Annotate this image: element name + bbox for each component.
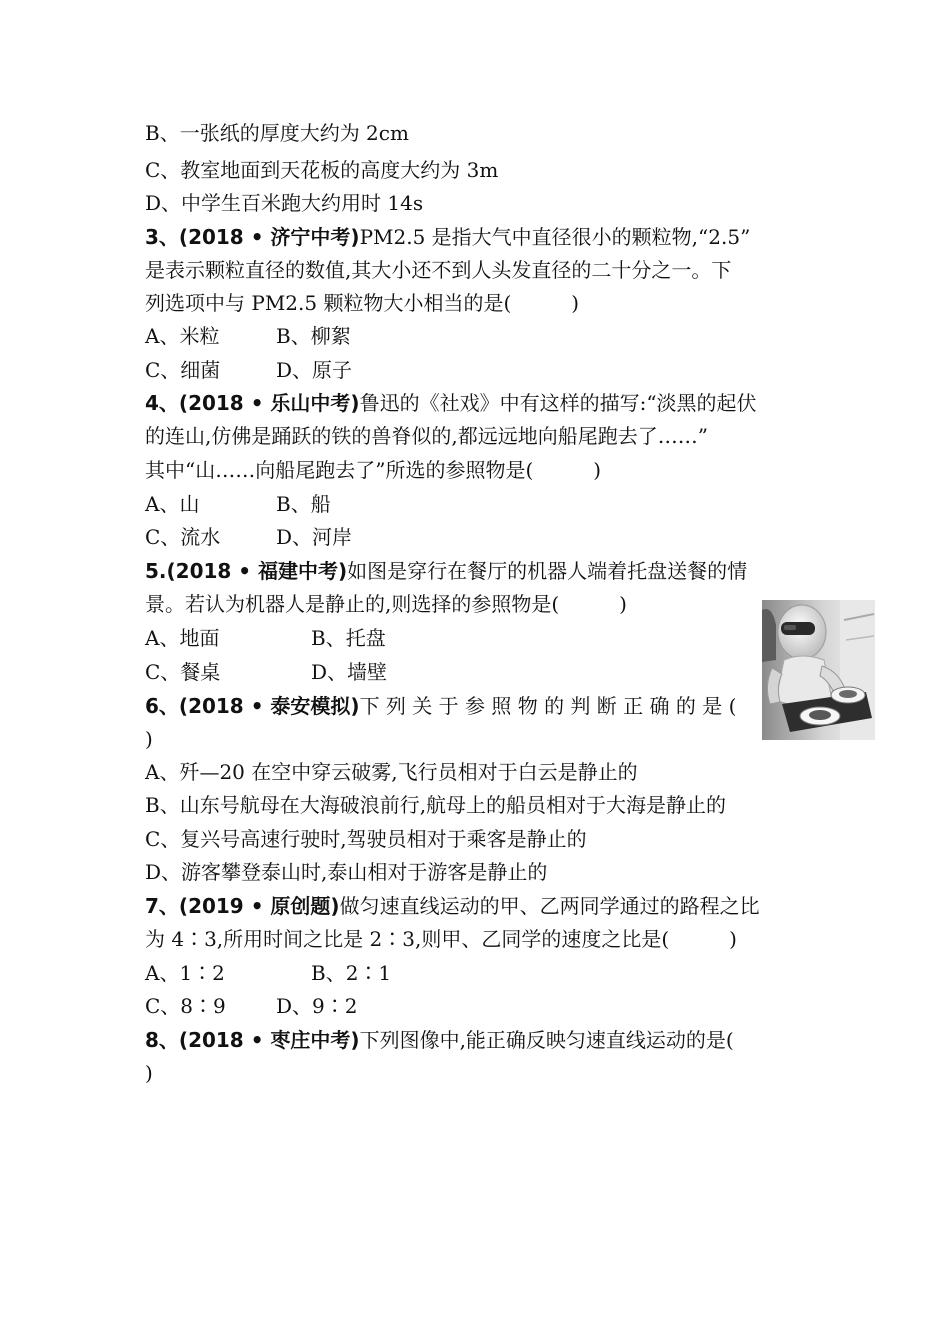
robot-waiter-illustration	[762, 600, 875, 740]
q4-stem-line2: 的连山,仿佛是踊跃的铁的兽脊似的,都远远地向船尾跑去了……”	[145, 424, 708, 448]
q8-stem-line1	[145, 1024, 734, 1057]
q4-stem-line3: 其中“山……向船尾跑去了”所选的参照物是( )	[145, 458, 602, 482]
q5-stem-line1	[145, 555, 747, 588]
q2-option-c: C、教室地面到天花板的高度大约为 3m	[145, 158, 499, 182]
q6-stem-line2: )	[145, 727, 153, 751]
q3-text: PM2.5 是指大气中直径很小的颗粒物,“2.5”	[359, 225, 751, 249]
q4-text: 鲁迅的《社戏》中有这样的描写:“淡黑的起伏	[359, 391, 757, 415]
q4-option-c: C、流水	[145, 525, 221, 549]
q6-text: 下 列 关 于 参 照 物 的 判 断 正 确 的 是 (	[359, 694, 737, 718]
q4-stem-line1	[145, 387, 757, 420]
q8-text: 下列图像中,能正确反映匀速直线运动的是(	[359, 1028, 734, 1052]
q5-option-d: D、墙壁	[311, 660, 388, 684]
q7-stem-line1	[145, 890, 760, 923]
q7-option-d: D、9∶2	[276, 994, 358, 1018]
q4-option-d: D、河岸	[276, 525, 353, 549]
q4-number: 4、	[145, 391, 179, 415]
q2-option-b: B、一张纸的厚度大约为 2cm	[145, 121, 409, 145]
q5-number: 5.	[145, 559, 167, 583]
q3-stem-line1	[145, 221, 750, 254]
q8-stem-line2: )	[145, 1061, 153, 1085]
q7-source: (2019 • 原创题)	[178, 894, 340, 918]
q7-option-a: A、1∶2	[145, 961, 225, 985]
q4-option-b: B、船	[276, 492, 331, 516]
q7-stem-line2: 为 4∶3,所用时间之比是 2∶3,则甲、乙同学的速度之比是( )	[145, 927, 737, 951]
q6-source: (2018 • 泰安模拟)	[178, 694, 360, 718]
q7-text: 做匀速直线运动的甲、乙两同学通过的路程之比	[339, 894, 760, 918]
q5-text: 如图是穿行在餐厅的机器人端着托盘送餐的情	[347, 559, 748, 583]
q3-option-d: D、原子	[276, 358, 353, 382]
q2-option-d: D、中学生百米跑大约用时 14s	[145, 191, 424, 215]
q7-option-c: C、8∶9	[145, 994, 226, 1018]
q3-option-c: C、细菌	[145, 358, 221, 382]
q3-number: 3、	[145, 225, 179, 249]
q7-option-b: B、2∶1	[311, 961, 392, 985]
q5-option-a: A、地面	[145, 626, 220, 650]
q6-number: 6、	[145, 694, 179, 718]
q8-number: 8、	[145, 1028, 179, 1052]
q3-source: (2018 • 济宁中考)	[178, 225, 360, 249]
q6-option-b: B、山东号航母在大海破浪前行,航母上的船员相对于大海是静止的	[145, 793, 727, 817]
q3-option-a: A、米粒	[145, 324, 220, 348]
q8-source: (2018 • 枣庄中考)	[178, 1028, 360, 1052]
q3-stem-line2: 是表示颗粒直径的数值,其大小还不到人头发直径的二十分之一。下	[145, 258, 732, 282]
robot-waiter-photo	[762, 600, 875, 740]
q5-source: (2018 • 福建中考)	[166, 559, 348, 583]
q5-option-b: B、托盘	[311, 626, 386, 650]
q6-option-a: A、歼—20 在空中穿云破雾,飞行员相对于白云是静止的	[145, 760, 638, 784]
q4-option-a: A、山	[145, 492, 200, 516]
q6-option-c: C、复兴号高速行驶时,驾驶员相对于乘客是静止的	[145, 827, 587, 851]
q5-option-c: C、餐桌	[145, 660, 221, 684]
q3-option-b: B、柳絮	[276, 324, 351, 348]
q5-stem-line2: 景。若认为机器人是静止的,则选择的参照物是( )	[145, 592, 627, 616]
q3-stem-line3: 列选项中与 PM2.5 颗粒物大小相当的是( )	[145, 291, 580, 315]
q7-number: 7、	[145, 894, 179, 918]
q6-option-d: D、游客攀登泰山时,泰山相对于游客是静止的	[145, 860, 548, 884]
q6-stem-line1	[145, 690, 736, 723]
q4-source: (2018 • 乐山中考)	[178, 391, 360, 415]
